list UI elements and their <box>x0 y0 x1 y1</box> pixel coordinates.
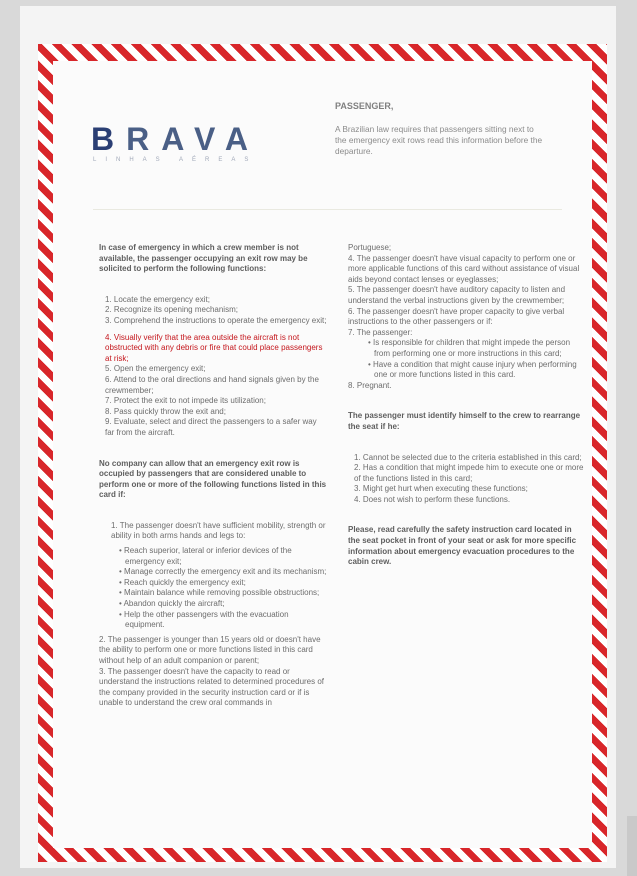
company-heading: No company can allow that an emergency exit row is occupied by passengers that are considered unable to perform one or more of the following functions listed in this card if: <box>99 458 327 500</box>
logo-tagline: LINHAS AÉREAS <box>93 157 258 163</box>
condition-item: 3. The passenger doesn't have the capacity to read or understand the instructions related to determined procedures of the company provided in the security instruction card or if is unable to understand the crew oral commands in <box>99 666 325 708</box>
logo-initial: B <box>91 121 127 157</box>
sub-item: • Maintain balance while removing possible obstructions; <box>119 588 320 598</box>
function-item: 1. Locate the emergency exit; <box>105 294 210 304</box>
identify-item: 2. Has a condition that might impede him to execute one or more of the functions listed in this card; <box>354 463 584 483</box>
sub-item: • Manage correctly the emergency exit and its mechanism; <box>119 567 327 577</box>
sub-item: • Help the other passengers with the evacuation equipment. <box>119 609 289 630</box>
function-item: 5. Open the emergency exit; <box>105 364 206 374</box>
divider <box>93 209 562 210</box>
function-item: 3. Comprehend the instructions to operate the emergency exit; <box>105 315 327 325</box>
emergency-heading: In case of emergency in which a crew member is not available, the passenger occupying an exit row may be solicited to perform the following functions: <box>99 243 308 274</box>
condition-item: 7. The passenger: <box>348 327 413 337</box>
function-item: 9. Evaluate, select and direct the passengers to a safer way far from the aircraft. <box>105 417 317 437</box>
function-item: 7. Protect the exit to not impede its utilization; <box>105 396 266 406</box>
condition-item: 5. The passenger doesn't have auditory capacity to listen and understand the verbal instructions given by the crewmember; <box>348 285 566 305</box>
condition-item: 1. The passenger doesn't have sufficient mobility, strength or ability in both arms hands and legs to: <box>111 520 326 541</box>
intro-title: PASSENGER, <box>335 101 394 111</box>
page-edge <box>627 816 637 876</box>
closing-note: Please, read carefully the safety instruction card located in the seat pocket in front of your seat or ask for more specific information about emergency evacuation procedures to the cabin crew. <box>348 525 577 567</box>
condition-item: 6. The passenger doesn't have proper capacity to give verbal instructions to the other passengers or if: <box>348 306 565 327</box>
identify-item: 4. Does not wish to perform these functions. <box>354 494 511 504</box>
identify-heading: The passenger must identify himself to the crew to rearrange the seat if he: <box>348 411 581 431</box>
continuation-text: Portuguese; <box>348 243 392 252</box>
sub-item: • Abandon quickly the aircraft; <box>119 599 225 609</box>
sub-item: • Reach superior, lateral or inferior devices of the emergency exit; <box>119 546 292 566</box>
intro-text: A Brazilian law requires that passengers sitting next to the emergency exit rows read this information before the departure. <box>335 124 543 156</box>
function-item: 8. Pass quickly throw the exit and; <box>105 406 226 416</box>
function-item: 6. Attend to the oral directions and hand signals given by the crewmember; <box>105 374 319 395</box>
sub-item: • Have a condition that might cause injury when performing one or more functions listed in this card. <box>368 359 577 380</box>
right-column <box>348 243 584 568</box>
card-body <box>53 61 592 848</box>
logo-rest: RAVA <box>126 121 261 157</box>
condition-item: 8. Pregnant. <box>348 380 392 390</box>
function-item-highlight: 4. Visually verify that the area outside the aircraft is not obstructed with any debris or fire that could place passengers at risk; <box>105 332 323 363</box>
hazard-stripe-border <box>38 44 607 862</box>
intro-block <box>335 101 545 157</box>
identify-item: 3. Might get hurt when executing these functions; <box>354 484 528 494</box>
condition-item: 4. The passenger doesn't have visual capacity to perform one or more applicable functions of this card without assistance of visual aids beyond contact lenses or eyeglasses; <box>348 253 580 284</box>
brava-logo <box>91 123 291 163</box>
sub-item: • Reach quickly the emergency exit; <box>119 577 246 587</box>
identify-item: 1. Cannot be selected due to the criteria established in this card; <box>354 452 582 462</box>
condition-item: 2. The passenger is younger than 15 years old or doesn't have the ability to perform one or more functions listed in this card without help of an adult companion or parent; <box>99 634 321 665</box>
function-item: 2. Recognize its opening mechanism; <box>105 305 238 315</box>
left-column <box>99 243 327 709</box>
sub-item: • Is responsible for children that might impede the person from performing one or more instructions in this card; <box>368 338 571 358</box>
